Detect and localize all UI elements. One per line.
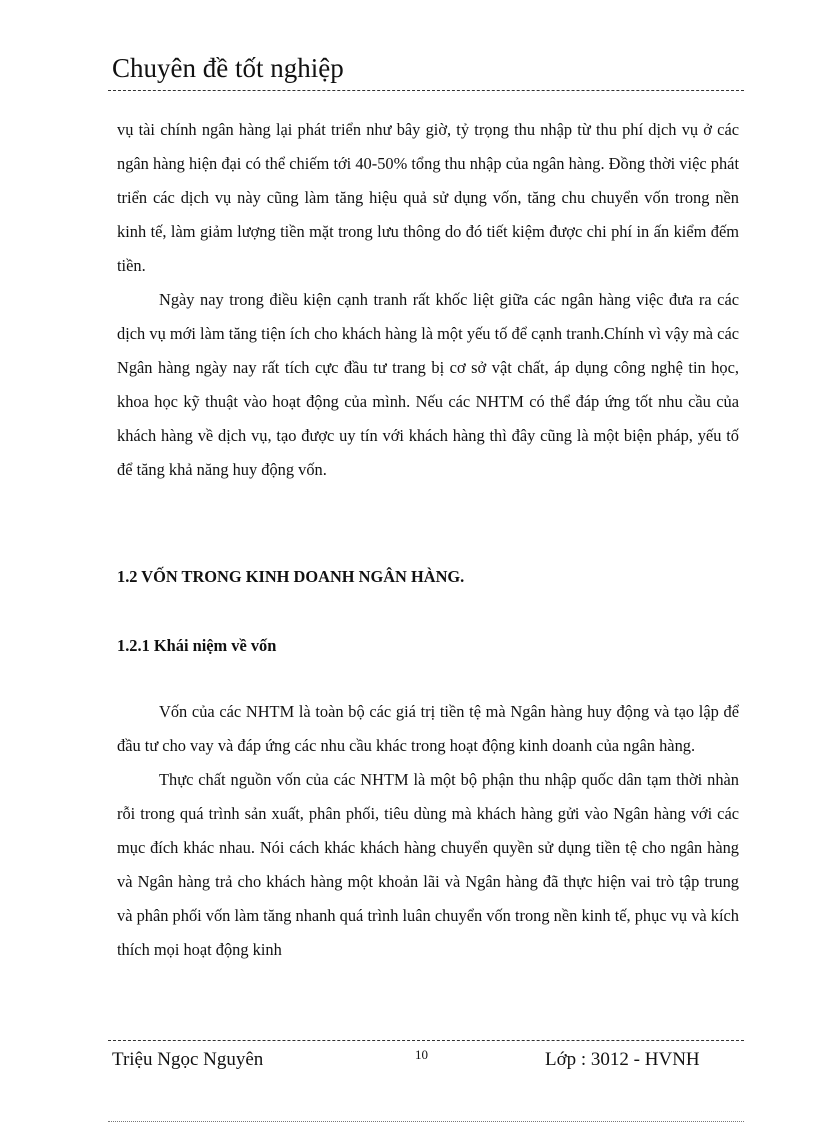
footer-divider	[108, 1040, 744, 1041]
paragraph: Vốn của các NHTM là toàn bộ các giá trị tiền tệ mà Ngân hàng huy động và tạo lập để đầu tư cho vay và đáp ứng các nhu cầu khác trong hoạt động kinh doanh của ngân hàng.	[117, 702, 739, 755]
header-title: Chuyên đề tốt nghiệp	[112, 53, 344, 83]
subsection-heading: 1.2.1 Khái niệm về vốn	[117, 636, 277, 655]
footer-bottom-divider	[108, 1121, 744, 1122]
footer-class-label: Lớp : 3012 - HVNH	[545, 1049, 700, 1070]
paragraph: Thực chất nguồn vốn của các NHTM là một bộ phận thu nhập quốc dân tạm thời nhàn rỗi trong quá trình sản xuất, phân phối, tiêu dùng mà khách hàng gửi vào Ngân hàng với các mục đích khác nhau. Nói cách khác khách hàng chuyển quyền sử dụng tiền tệ cho ngân hàng và Ngân hàng trả cho khách hàng một khoản lãi và Ngân hàng đã thực hiện vai trò tập trung và phân phối vốn làm tăng nhanh quá trình luân chuyển vốn trong nền kinh tế, phục vụ và kích thích mọi hoạt động kinh	[117, 770, 739, 959]
page-number: 10	[415, 1047, 428, 1062]
text-block-2	[117, 695, 739, 967]
header-divider	[108, 90, 744, 91]
section-heading: 1.2 VỐN TRONG KINH DOANH NGÂN HÀNG.	[117, 567, 465, 586]
paragraph: Ngày nay trong điều kiện cạnh tranh rất khốc liệt giữa các ngân hàng việc đưa ra các dịch vụ mới làm tăng tiện ích cho khách hàng là một yếu tố để cạnh tranh.Chính vì vậy mà các Ngân hàng ngày nay rất tích cực đầu tư trang bị cơ sở vật chất, áp dụng công nghệ tin học, khoa học kỹ thuật vào hoạt động của mình. Nếu các NHTM có thể đáp ứng tốt nhu cầu của khách hàng về dịch vụ, tạo được uy tín với khách hàng thì đây cũng là một biện pháp, yếu tố để tăng khả năng huy động vốn.	[117, 290, 739, 479]
text-block-1	[117, 113, 739, 487]
paragraph: vụ tài chính ngân hàng lại phát triển như bây giờ, tỷ trọng thu nhập từ thu phí dịch vụ ở các ngân hàng hiện đại có thể chiếm tới 40-50% tổng thu nhập của ngân hàng. Đồng thời việc phát triển các dịch vụ này cũng làm tăng hiệu quả sử dụng vốn, tăng chu chuyển vốn trong nền kinh tế, làm giảm lượng tiền mặt trong lưu thông do đó tiết kiệm được chi phí in ấn kiểm đếm tiền.	[117, 120, 739, 275]
footer-author: Triệu Ngọc Nguyên	[112, 1049, 264, 1070]
